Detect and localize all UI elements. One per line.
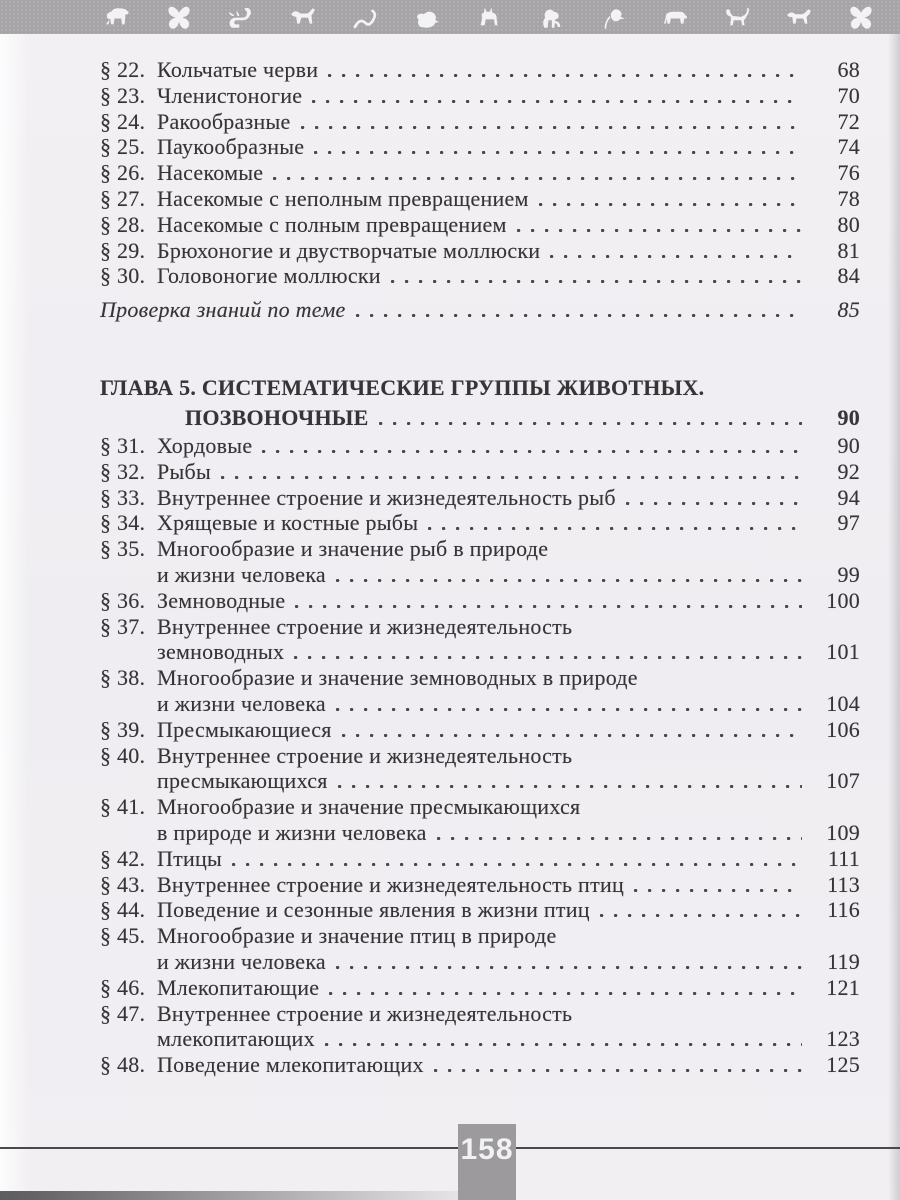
toc-entry: [100, 186, 860, 212]
entry-title: Многообразие и значение земноводных в природе: [157, 665, 638, 691]
section-number: § 25.: [100, 134, 146, 160]
scorpion-icon: [220, 5, 262, 32]
dot-leader: [221, 476, 802, 479]
dot-leader: [336, 708, 802, 711]
section-number: § 36.: [100, 587, 146, 613]
dot-leader: [634, 889, 802, 892]
page-ref: 104: [826, 690, 860, 716]
section-number: § 47.: [100, 1000, 146, 1026]
toc-entry: [100, 794, 860, 846]
page-ref: 90: [837, 404, 860, 430]
entry-title: Проверка знаний по теме: [100, 297, 346, 323]
bison-icon: [96, 5, 138, 32]
toc-entry: [100, 83, 860, 109]
scan-bottom-shadow: [0, 1191, 495, 1200]
page-ref: 85: [837, 297, 860, 323]
entry-title: Головоногие моллюски: [157, 263, 381, 289]
page-ref: 80: [837, 211, 860, 237]
page-ref: 92: [837, 458, 860, 484]
page-ref: 119: [827, 948, 860, 974]
page-ref: 106: [826, 716, 860, 742]
dot-leader: [356, 314, 802, 317]
section-number: § 40.: [100, 742, 146, 768]
dot-leader: [262, 450, 802, 453]
entry-title: Насекомые с неполным превращением: [157, 185, 529, 211]
page-ref: 100: [826, 587, 860, 613]
section-number: § 26.: [100, 160, 146, 186]
toc-entry: [100, 459, 860, 485]
section-number: § 32.: [100, 458, 146, 484]
dot-leader: [232, 863, 802, 866]
entry-title: Внутреннее строение и жизнедеятельность: [157, 1000, 573, 1026]
section-number: § 29.: [100, 237, 146, 263]
dot-leader: [600, 914, 802, 917]
page-ref: 94: [837, 484, 860, 510]
toc-entry: [100, 743, 860, 795]
entry-title: Птицы: [157, 845, 223, 871]
dot-leader: [314, 151, 802, 154]
toc-entry: [100, 109, 860, 135]
section-number: § 39.: [100, 716, 146, 742]
toc-entry: [100, 238, 860, 264]
entry-title: Насекомые с полным превращением: [157, 211, 507, 237]
wolf-icon: [778, 5, 820, 32]
dot-leader: [626, 502, 802, 505]
page-ref: 74: [837, 134, 860, 160]
page-ref: 81: [837, 237, 860, 263]
horse-icon: [282, 5, 324, 32]
animal-border: [0, 0, 900, 34]
entry-title: и жизни человека: [157, 561, 326, 587]
section-number: § 31.: [100, 432, 146, 458]
section-number: § 42.: [100, 845, 146, 871]
toc-entry: [100, 923, 860, 975]
toc-entry: [100, 614, 860, 666]
page-ref: 78: [837, 185, 860, 211]
dot-leader: [517, 229, 802, 232]
entry-title: Внутреннее строение и жизнедеятельность: [157, 742, 573, 768]
toc-entry: [100, 263, 860, 289]
monkey-icon: [530, 5, 572, 32]
toc-entry: [100, 433, 860, 459]
page-ref: 109: [826, 819, 860, 845]
page-ref: 113: [827, 871, 860, 897]
dot-leader: [437, 837, 802, 840]
toc-entry: [100, 846, 860, 872]
butterfly-icon: [158, 5, 200, 32]
page-ref: 70: [837, 82, 860, 108]
page-number: 158: [460, 1133, 514, 1166]
section-number: § 27.: [100, 185, 146, 211]
boar-icon: [654, 5, 696, 32]
entry-title: Пресмыкающиеся: [157, 716, 332, 742]
entry-title: Внутреннее строение и жизнедеятельность птиц: [157, 871, 624, 897]
dot-leader: [342, 734, 802, 737]
section-number: § 23.: [100, 82, 146, 108]
entry-title: Рыбы: [157, 458, 211, 484]
page-ref: 90: [837, 432, 860, 458]
cat-icon: [716, 5, 758, 32]
dot-leader: [273, 177, 802, 180]
entry-title: в природе и жизни человека: [157, 819, 427, 845]
toc-entry: [100, 717, 860, 743]
page-ref: 111: [827, 845, 860, 871]
entry-title: Многообразие и значение птиц в природе: [157, 923, 557, 949]
toc-entry: [100, 536, 860, 588]
page-ref: 72: [837, 108, 860, 134]
toc-entry: [100, 212, 860, 238]
entry-title: земноводных: [157, 639, 285, 665]
toc-entry: [100, 975, 860, 1001]
entry-title: Кольчатые черви: [157, 57, 319, 82]
entry-title: и жизни человека: [157, 948, 326, 974]
dot-leader: [336, 966, 802, 969]
toc-entry: [100, 134, 860, 160]
entry-title: Поведение и сезонные явления в жизни птиц: [157, 897, 590, 923]
antelope-icon: [468, 5, 510, 32]
section-number: § 38.: [100, 665, 146, 691]
entry-title: Членистоногие: [157, 82, 303, 108]
snake-icon: [344, 5, 386, 32]
entry-title: и жизни человека: [157, 690, 326, 716]
dot-leader: [539, 203, 802, 206]
hummingbird-icon: [592, 5, 634, 32]
toc-entry: [100, 897, 860, 923]
dot-leader: [379, 422, 802, 425]
table-of-contents: [0, 34, 900, 1078]
butterfly-icon: [840, 5, 882, 32]
toc-entry: [100, 57, 860, 83]
toc-entry: [100, 160, 860, 186]
entry-title: пресмыкающихся: [157, 768, 328, 794]
toc-entry: [100, 1052, 860, 1078]
toc-entry: [100, 510, 860, 536]
dot-leader: [329, 992, 802, 995]
dot-leader: [301, 126, 802, 129]
section-number: § 28.: [100, 211, 146, 237]
page-ref: 97: [837, 510, 860, 536]
dot-leader: [434, 1069, 802, 1072]
section-number: § 30.: [100, 263, 146, 289]
entry-title: ПОЗВОНОЧНЫЕ: [185, 404, 369, 430]
section-number: § 37.: [100, 613, 146, 639]
toc-entry: [100, 665, 860, 717]
entry-title: Земноводные: [157, 587, 286, 613]
dot-leader: [550, 255, 802, 258]
page-ref: 116: [827, 897, 860, 923]
toc-entry: [100, 1001, 860, 1053]
review-entry: [100, 297, 860, 323]
entry-title: Многообразие и значение рыб в природе: [157, 536, 549, 562]
page-ref: 68: [837, 57, 860, 82]
entry-title: Ракообразные: [157, 108, 291, 134]
toc-entry: [100, 485, 860, 511]
section-number: § 43.: [100, 871, 146, 897]
dot-leader: [336, 579, 802, 582]
entry-title: Паукообразные: [157, 134, 305, 160]
section-number: § 48.: [100, 1052, 146, 1078]
page-ref: 84: [837, 263, 860, 289]
section-number: § 46.: [100, 974, 146, 1000]
page-number-tab: [458, 1124, 516, 1200]
page-ref: 99: [837, 561, 860, 587]
entry-title: Млекопитающие: [157, 974, 320, 1000]
dot-leader: [325, 1043, 802, 1046]
dot-leader: [294, 656, 802, 659]
dot-leader: [391, 280, 802, 283]
section-number: § 33.: [100, 484, 146, 510]
toc-entry: [100, 588, 860, 614]
section-number: § 22.: [100, 57, 146, 82]
entry-title: Насекомые: [157, 160, 264, 186]
entry-title: ГЛАВА 5. СИСТЕМАТИЧЕСКИЕ ГРУППЫ ЖИВОТНЫХ.: [100, 374, 705, 400]
page-ref: 123: [826, 1026, 860, 1052]
entry-title: Хордовые: [157, 432, 253, 458]
dot-leader: [295, 605, 802, 608]
toc-entry: [100, 872, 860, 898]
footer-rule: [0, 1147, 900, 1149]
section-number: § 44.: [100, 897, 146, 923]
section-number: § 24.: [100, 108, 146, 134]
entry-title: Многообразие и значение пресмыкающихся: [157, 794, 581, 820]
entry-title: Внутреннее строение и жизнедеятельность рыб: [157, 484, 616, 510]
page-ref: 76: [837, 160, 860, 186]
section-number: § 34.: [100, 510, 146, 536]
page-ref: 125: [826, 1052, 860, 1078]
section-number: § 41.: [100, 794, 146, 820]
section-number: § 45.: [100, 923, 146, 949]
page-ref: 101: [826, 639, 860, 665]
dot-leader: [428, 527, 802, 530]
section-number: § 35.: [100, 536, 146, 562]
entry-title: Хрящевые и костные рыбы: [157, 510, 419, 536]
page-ref: 107: [826, 768, 860, 794]
entry-title: Брюхоногие и двустворчатые моллюски: [157, 237, 541, 263]
bird-icon: [406, 5, 448, 32]
dot-leader: [338, 785, 802, 788]
entry-title: млекопитающих: [157, 1026, 315, 1052]
page-ref: 121: [826, 974, 860, 1000]
chapter-heading: [100, 373, 860, 433]
entry-title: Внутреннее строение и жизнедеятельность: [157, 613, 573, 639]
dot-leader: [312, 100, 802, 103]
dot-leader: [328, 74, 802, 77]
entry-title: Поведение млекопитающих: [157, 1052, 424, 1078]
